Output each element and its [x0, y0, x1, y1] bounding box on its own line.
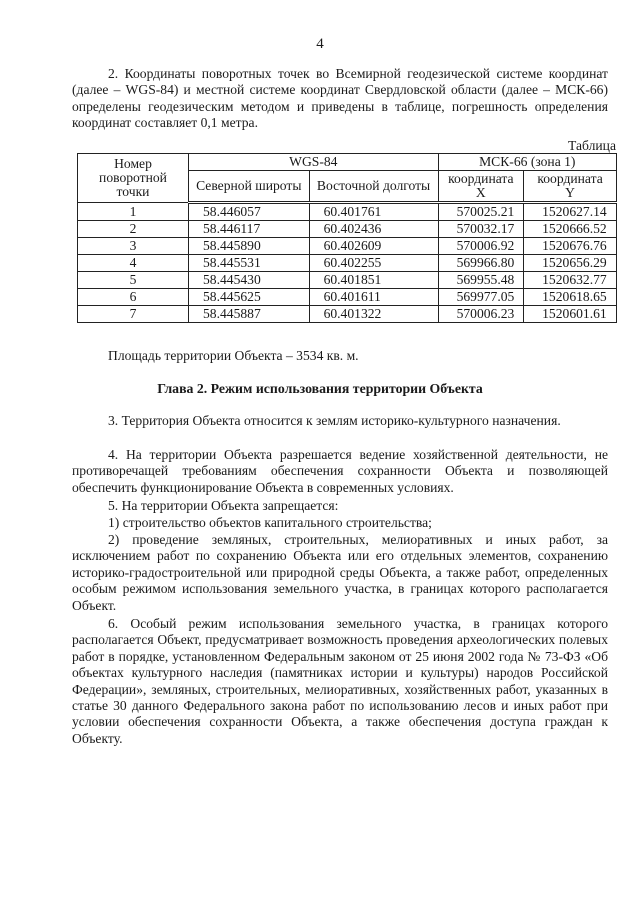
cell-point: 1	[78, 203, 189, 221]
header-y	[524, 171, 617, 203]
paragraph-6: 6. Особый режим использования земельного участка, в границах которого располагается Объект, предусматривает возможность проведения археологических полевых работ в порядке, установленном Федеральным законом от 25 июня 2002 года № 73-ФЗ «Об объектах культурного наследия (памятниках истории и культуры) народов Российской Федерации», земляных, строительных, мелиоративных, хозяйственных работ, указанных в статье 30 данного Федерального закона работ по использованию лесов и иных работ при условии обеспечения сохранности Объекта, а также обеспечения доступа граждан к Объекту.	[72, 616, 608, 746]
cell-latitude: 58.446057	[189, 203, 310, 221]
header-x-axis: X	[475, 185, 486, 200]
table-row	[78, 203, 617, 221]
cell-x: 570032.17	[438, 221, 524, 238]
cell-longitude: 60.402436	[309, 221, 438, 238]
page-number: 4	[316, 36, 324, 52]
header-y-axis: Y	[565, 185, 575, 200]
cell-point: 6	[78, 289, 189, 306]
paragraph-4: 4. На территории Объекта разрешается ведение хозяйственной деятельности, не противоречащей требованиям обеспечения сохранности Объекта и позволяющей обеспечить функционирование Объекта в современных условиях.	[72, 447, 608, 495]
cell-latitude: 58.445430	[189, 272, 310, 289]
cell-x: 570025.21	[438, 203, 524, 221]
paragraph-2: 2. Координаты поворотных точек во Всемирной геодезической системе координат (далее – WGS-84) и местной системе координат Свердловской области (далее – МСК-66) определены геодезическим методом и приведены в таблице, погрешность определения координат составляет 0,1 метра.	[72, 66, 608, 131]
chapter-heading: Глава 2. Режим использования территории Объекта	[157, 381, 483, 396]
cell-point: 2	[78, 221, 189, 238]
table-caption: Таблица	[568, 138, 616, 153]
cell-longitude: 60.401851	[309, 272, 438, 289]
cell-latitude: 58.446117	[189, 221, 310, 238]
cell-latitude: 58.445625	[189, 289, 310, 306]
paragraph-5: 5. На территории Объекта запрещается:	[108, 498, 339, 513]
paragraph-5-item-2: 2) проведение земляных, строительных, мелиоративных и иных работ, за исключением работ по сохранению Объекта или его отдельных элементов, сохранению историко-градостроительной или природной среды Объекта, а также работ, определенных особым режимом использования земельного участка, в границах которого располагается Объект.	[72, 532, 608, 613]
cell-y: 1520627.14	[524, 203, 617, 221]
cell-longitude: 60.401322	[309, 306, 438, 323]
header-x-label: координата	[448, 171, 514, 186]
header-wgs84: WGS-84	[189, 154, 439, 171]
cell-latitude: 58.445890	[189, 238, 310, 255]
cell-x: 569966.80	[438, 255, 524, 272]
cell-y: 1520676.76	[524, 238, 617, 255]
cell-x: 570006.23	[438, 306, 524, 323]
cell-latitude: 58.445887	[189, 306, 310, 323]
table-row	[78, 289, 617, 306]
cell-y: 1520601.61	[524, 306, 617, 323]
cell-latitude: 58.445531	[189, 255, 310, 272]
cell-x: 569977.05	[438, 289, 524, 306]
cell-longitude: 60.402609	[309, 238, 438, 255]
cell-point: 7	[78, 306, 189, 323]
table-row	[78, 238, 617, 255]
cell-y: 1520618.65	[524, 289, 617, 306]
cell-point: 4	[78, 255, 189, 272]
cell-longitude: 60.402255	[309, 255, 438, 272]
header-longitude: Восточной долготы	[309, 171, 438, 203]
area-text: Площадь территории Объекта – 3534 кв. м.	[108, 348, 359, 363]
paragraph-5-item-1: 1) строительство объектов капитального строительства;	[108, 515, 432, 530]
header-point-number: Номер поворотной точки	[78, 154, 189, 203]
header-x	[438, 171, 524, 203]
paragraph-3: 3. Территория Объекта относится к землям историко-культурного назначения.	[108, 413, 561, 428]
header-msk66: МСК-66 (зона 1)	[438, 154, 616, 171]
table-row	[78, 255, 617, 272]
cell-y: 1520666.52	[524, 221, 617, 238]
header-latitude: Северной широты	[189, 171, 310, 203]
cell-y: 1520656.29	[524, 255, 617, 272]
table-row	[78, 272, 617, 289]
coordinates-table	[77, 153, 617, 323]
cell-point: 5	[78, 272, 189, 289]
table-row	[78, 306, 617, 323]
cell-longitude: 60.401611	[309, 289, 438, 306]
cell-y: 1520632.77	[524, 272, 617, 289]
cell-longitude: 60.401761	[309, 203, 438, 221]
table-row	[78, 221, 617, 238]
cell-x: 570006.92	[438, 238, 524, 255]
cell-point: 3	[78, 238, 189, 255]
header-y-label: координата	[537, 171, 603, 186]
cell-x: 569955.48	[438, 272, 524, 289]
